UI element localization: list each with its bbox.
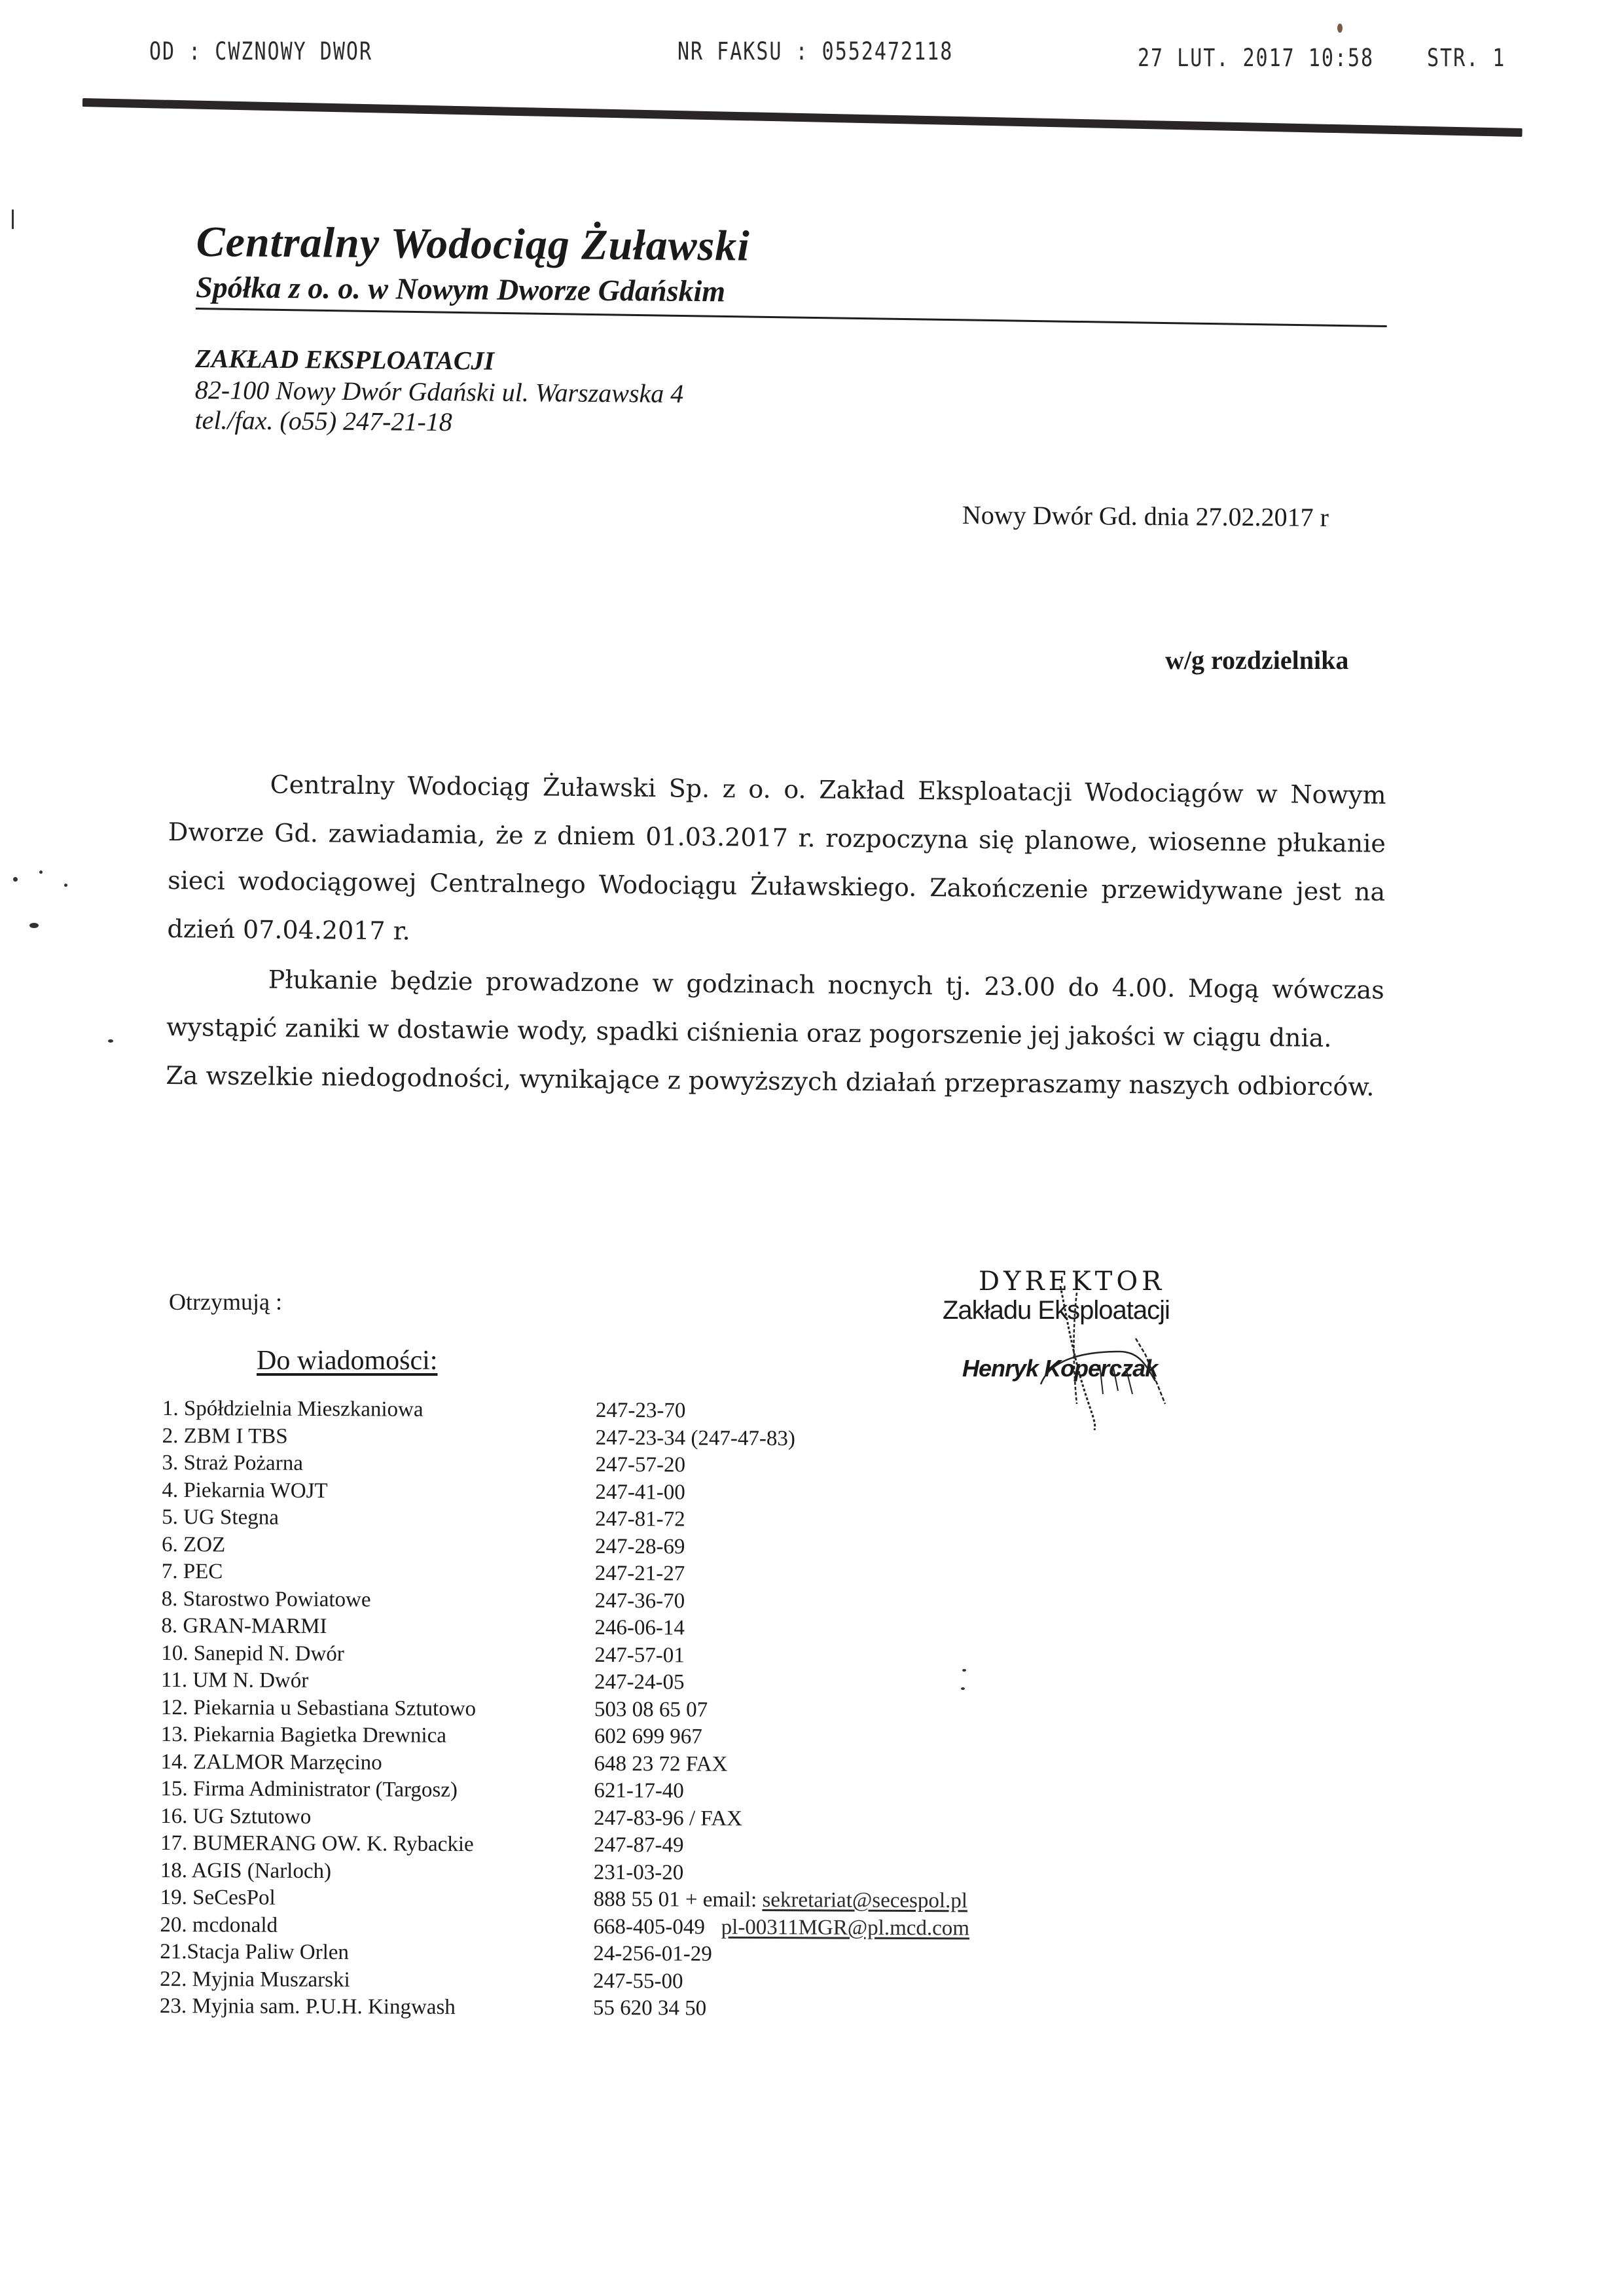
list-item xyxy=(161,1640,1077,1671)
letterhead xyxy=(194,216,1440,445)
paragraph-announcement: Centralny Wodociąg Żuławski Sp. z o. o. Zakład Eksploatacji Wodociągów w Nowym Dworze Gd. zawiadamia, że z dniem 01.03.2017 r. rozpoczyna się planowe, wiosenne płukanie sieci wodociągowej Centralnego Wodociągu Żuławskiego. Zakończenie przewidywane jest na dzień 07.04.2017 r. xyxy=(167,770,1386,946)
stamp-name: Henryk Koperczak xyxy=(962,1355,1158,1382)
fax-header-rule xyxy=(82,98,1523,137)
list-item xyxy=(160,1830,1077,1861)
company-name: Centralny Wodociąg Żuławski xyxy=(196,217,750,270)
place-and-date: Nowy Dwór Gd. dnia 27.02.2017 r xyxy=(962,500,1329,532)
list-item xyxy=(160,1939,1076,1970)
list-item xyxy=(162,1422,1079,1454)
recipient-name: 13. Piekarnia Bagietka Drewnica xyxy=(160,1722,446,1748)
list-item xyxy=(161,1613,1077,1644)
department-name: ZAKŁAD EKSPLOATACJI xyxy=(195,343,495,376)
recipient-phone: 24-256-01-29 xyxy=(593,1941,712,1966)
list-item xyxy=(160,1993,1076,2024)
recipient-phone: 247-87-49 xyxy=(593,1833,684,1857)
distribution-list xyxy=(160,1395,1079,2024)
recipient-phone xyxy=(594,1886,1077,1916)
stamp-department: Zakładu Eksploatacji xyxy=(943,1296,1170,1325)
list-item xyxy=(160,1857,1077,1888)
recipient-email-link[interactable]: sekretariat@secespol.pl xyxy=(762,1888,968,1913)
recipient-name: 17. BUMERANG OW. K. Rybackie xyxy=(160,1831,474,1857)
recipient-name: 16. UG Sztutowo xyxy=(160,1804,312,1829)
list-item xyxy=(162,1585,1078,1617)
recipient-phone: 247-41-00 xyxy=(595,1480,685,1504)
list-item xyxy=(162,1531,1078,1562)
recipient-name: 15. Firma Administrator (Targosz) xyxy=(160,1776,458,1802)
fax-sender: OD : CWZNOWY DWOR xyxy=(149,37,373,66)
list-item xyxy=(162,1450,1078,1481)
fax-datetime: 27 LUT. 2017 10:58 xyxy=(1138,44,1375,73)
list-item xyxy=(161,1721,1077,1753)
recipient-phone-text: 888 55 01 + email: xyxy=(593,1887,763,1912)
fax-number: NR FAKSU : 0552472118 xyxy=(677,37,954,66)
recipient-phone: 247-24-05 xyxy=(594,1670,685,1695)
recipient-phone: 247-83-96 / FAX xyxy=(594,1806,742,1831)
recipient-phone: 231-03-20 xyxy=(593,1860,684,1884)
recipient-name: 22. Myjnia Muszarski xyxy=(160,1967,350,1992)
list-item xyxy=(160,1748,1077,1780)
recipient-email-link[interactable]: pl-00311MGR@pl.mcd.com xyxy=(721,1915,970,1940)
list-item xyxy=(160,1911,1076,1943)
recipient-phone: 247-21-27 xyxy=(594,1561,685,1586)
list-item xyxy=(162,1504,1078,1535)
recipient-line: w/g rozdzielnika xyxy=(1165,645,1349,675)
recipient-phone: 247-36-70 xyxy=(594,1588,685,1613)
list-item xyxy=(161,1667,1077,1698)
recipient-phone: 247-28-69 xyxy=(594,1534,685,1558)
list-item xyxy=(161,1694,1077,1725)
recipient-phone: 247-57-20 xyxy=(595,1452,686,1477)
recipient-phone: 648 23 72 FAX xyxy=(594,1751,728,1776)
company-address: 82-100 Nowy Dwór Gdański ul. Warszawska 4 xyxy=(194,374,684,408)
list-item xyxy=(160,1884,1077,1916)
scan-speck xyxy=(962,1669,966,1672)
recipient-phone: 246-06-14 xyxy=(594,1615,685,1640)
list-item xyxy=(162,1395,1079,1427)
recipient-name: 21.Stacja Paliw Orlen xyxy=(160,1939,350,1965)
recipient-name: 5. UG Stegna xyxy=(162,1505,279,1530)
recipient-name: 1. Spółdzielnia Mieszkaniowa xyxy=(162,1397,424,1422)
recipient-name: 3. Straż Pożarna xyxy=(162,1450,303,1475)
stamp-title: DYREKTOR xyxy=(979,1266,1166,1297)
scan-speck xyxy=(13,877,18,882)
list-item xyxy=(162,1558,1078,1590)
recipient-name: 6. ZOZ xyxy=(161,1532,226,1556)
recipient-phone xyxy=(593,1913,1076,1943)
fax-header xyxy=(0,37,1624,73)
recipient-phone: 247-81-72 xyxy=(595,1507,685,1532)
distribution-heading: Do wiadomości: xyxy=(257,1346,438,1376)
recipient-name: 18. AGIS (Narloch) xyxy=(160,1858,332,1883)
scan-speck xyxy=(12,209,14,229)
recipient-name: 8. Starostwo Powiatowe xyxy=(161,1587,371,1611)
company-subtitle: Spółka z o. o. w Nowym Dworze Gdańskim xyxy=(195,270,726,308)
list-item xyxy=(162,1477,1078,1508)
recipient-phone: 602 699 967 xyxy=(594,1724,702,1749)
letter-body xyxy=(166,759,1386,1111)
recipient-name: 8. GRAN-MARMI xyxy=(161,1613,327,1639)
list-item xyxy=(160,1965,1076,1997)
receivers-label: Otrzymują : xyxy=(169,1289,282,1315)
fax-page-number: STR. 1 xyxy=(1427,44,1506,73)
recipient-name: 2. ZBM I TBS xyxy=(162,1424,288,1448)
scan-artifact-dot xyxy=(1337,24,1343,33)
list-item xyxy=(160,1803,1077,1834)
recipient-name: 10. Sanepid N. Dwór xyxy=(161,1641,344,1666)
recipient-phone: 247-55-00 xyxy=(593,1969,683,1993)
paragraph-schedule: Płukanie będzie prowadzone w godzinach nocnych tj. 23.00 do 4.00. Mogą wówczas wystąpić zaniki w dostawie wody, spadki ciśnienia oraz pogorszenie jej jakości w ciągu dnia. xyxy=(166,965,1384,1053)
recipient-phone: 247-23-34 (247-47-83) xyxy=(595,1426,795,1450)
recipient-phone: 55 620 34 50 xyxy=(592,1996,707,2020)
recipient-phone: 503 08 65 07 xyxy=(594,1697,708,1722)
recipient-name: 23. Myjnia sam. P.U.H. Kingwash xyxy=(159,1994,456,2019)
recipient-name: 7. PEC xyxy=(161,1559,223,1584)
company-phone: tel./fax. (o55) 247-21-18 xyxy=(194,404,452,437)
recipient-name: 20. mcdonald xyxy=(160,1912,278,1937)
scan-speck xyxy=(961,1687,965,1690)
paragraph-apology: Za wszelkie niedogodności, wynikające z powyższych działań przepraszamy naszych odbiorców. xyxy=(166,1060,1375,1102)
recipient-phone: 247-57-01 xyxy=(594,1643,685,1667)
scan-speck xyxy=(64,884,67,887)
scan-speck xyxy=(39,870,43,874)
recipient-name: 19. SeCesPol xyxy=(160,1885,276,1910)
scan-speck xyxy=(108,1039,113,1043)
recipient-phone-text: 668-405-049 xyxy=(593,1914,721,1939)
recipient-name: 11. UM N. Dwór xyxy=(161,1668,309,1693)
recipient-name: 14. ZALMOR Marzęcino xyxy=(160,1749,382,1774)
list-item xyxy=(160,1776,1077,1807)
recipient-name: 12. Piekarnia u Sebastiana Sztutowo xyxy=(160,1695,477,1721)
recipient-phone: 247-23-70 xyxy=(595,1398,686,1423)
scan-speck xyxy=(29,923,39,928)
recipient-phone: 621-17-40 xyxy=(594,1778,684,1803)
recipient-name: 4. Piekarnia WOJT xyxy=(162,1478,328,1503)
